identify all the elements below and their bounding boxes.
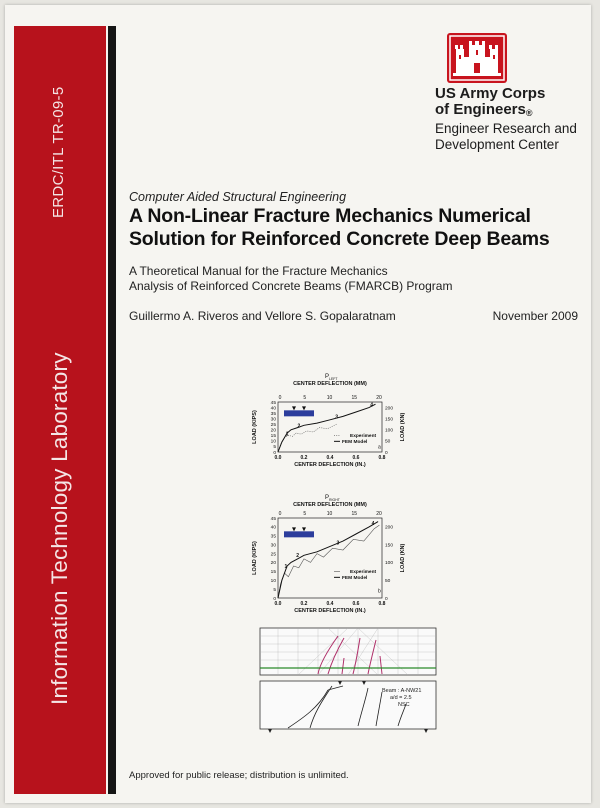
load-arrow-icon (292, 406, 296, 410)
x-axis-label: CENTER DEFLECTION (IN.) (294, 462, 366, 468)
x-tick-label: 0.0 (274, 601, 282, 607)
chart-title-subscript: LEFT (329, 377, 338, 381)
y-tick-label: 40 (270, 525, 276, 531)
x-tick-label: 0.2 (300, 455, 308, 461)
x-tick-label: 0.4 (326, 455, 334, 461)
y-tick-label: 10 (270, 439, 276, 445)
y-tick-label: 15 (270, 434, 276, 440)
report-subtitle (129, 264, 569, 294)
y-tick-label: 5 (273, 445, 276, 451)
chart-load-deflection-left (248, 372, 418, 477)
title-line-2: Solution for Reinforced Concrete Deep Beams (129, 228, 550, 250)
top-tick-label: 15 (351, 395, 358, 401)
top-tick-label: 15 (351, 511, 358, 517)
y-tick-label: 20 (270, 561, 276, 567)
org-name-line1: US Army Corps (435, 85, 546, 102)
point-label: 1 (285, 431, 289, 438)
publication-date: November 2009 (492, 309, 578, 323)
load-arrow-icon (302, 406, 306, 410)
y-axis-label: LOAD (KIPS) (252, 410, 258, 444)
point-label: 2 (296, 553, 299, 560)
report-number: ERDC/ITL TR-09-5 (50, 86, 67, 218)
beam-ratio: a/d = 2.5 (390, 695, 412, 701)
beam-inset-icon (284, 410, 314, 416)
legend-label-fem: FEM Model (342, 440, 368, 446)
chart-title: P (324, 495, 330, 501)
report-title (129, 205, 579, 251)
org-center-line1: Engineer Research and (435, 121, 577, 136)
y-tick-label: 0 (273, 596, 276, 602)
y-tick-label: 25 (270, 423, 276, 429)
y-right-axis-label: LOAD (KN) (400, 543, 406, 573)
series-title: Computer Aided Structural Engineering (129, 190, 347, 204)
point-label: 4 (370, 402, 374, 409)
y-tick-label: 0 (273, 450, 276, 456)
y-tick-label: 10 (270, 579, 276, 585)
y-tick-label: 15 (270, 570, 276, 576)
beam-type: NSC (398, 702, 410, 708)
y-tick-label: 30 (270, 417, 276, 423)
top-axis-label: CENTER DEFLECTION (MM) (293, 381, 367, 387)
y-right-tick-label: 150 (385, 417, 394, 423)
subtitle-line-2: Analysis of Reinforced Concrete Beams (FMARCB) Program (129, 279, 453, 293)
y-right-tick-label: 100 (385, 428, 394, 434)
y-tick-label: 25 (270, 552, 276, 558)
chart-title: P (324, 374, 330, 380)
authors: Guillermo A. Riveros and Vellore S. Gopalaratnam (129, 309, 396, 323)
point-label: 3 (335, 414, 338, 421)
top-tick-label: 10 (326, 395, 333, 401)
beam-inset-icon (284, 531, 314, 537)
y-tick-label: 45 (270, 400, 276, 406)
y-right-tick-label: 150 (385, 543, 394, 549)
chart-load-deflection-right (248, 493, 418, 618)
y-right-tick-label: 50 (385, 439, 391, 445)
top-tick-label: 20 (376, 395, 382, 401)
x-tick-label: 0.2 (300, 601, 308, 607)
top-tick-label: 20 (376, 511, 382, 517)
org-name-line2: of Engineers (435, 101, 526, 118)
laboratory-name: Information Technology Laboratory (47, 352, 72, 705)
point-label: 2 (297, 423, 301, 430)
legend-label-experiment: Experiment (350, 434, 377, 440)
title-line-1: A Non-Linear Fracture Mechanics Numerical (129, 205, 531, 227)
y-axis-label: LOAD (KIPS) (252, 541, 258, 575)
top-tick-label: 5 (303, 395, 307, 401)
chart-title-subscript: RIGHT (329, 498, 340, 502)
y-right-axis-label: LOAD (KN) (400, 412, 406, 442)
y-right-tick-label: 200 (385, 406, 394, 412)
org-center-line2: Development Center (435, 137, 559, 152)
distribution-statement: Approved for public release; distribution is unlimited. (129, 770, 349, 781)
crack-pattern-figure (258, 618, 438, 763)
castle-icon (447, 33, 507, 83)
y-right-tick-label: 0 (385, 596, 388, 602)
panel-label: b (378, 588, 381, 595)
sidebar-divider-line (108, 26, 116, 794)
x-axis-label: CENTER DEFLECTION (IN.) (294, 608, 366, 613)
y-tick-label: 45 (270, 516, 276, 522)
x-tick-label: 0.8 (378, 455, 386, 461)
subtitle-line-1: A Theoretical Manual for the Fracture Mechanics (129, 264, 388, 278)
top-tick-label: 5 (303, 511, 307, 517)
y-tick-label: 5 (273, 587, 276, 593)
y-right-tick-label: 0 (385, 450, 388, 456)
series-line-experiment (278, 424, 337, 452)
legend-label-fem: FEM Model (342, 576, 368, 582)
y-tick-label: 35 (270, 411, 276, 417)
castle-logo (447, 33, 507, 83)
beam-label: Beam : A-NW21 (382, 688, 422, 694)
top-tick-label: 0 (278, 511, 282, 517)
x-tick-label: 0.4 (326, 601, 334, 607)
panel-label: a (378, 444, 381, 451)
top-tick-label: 10 (326, 511, 333, 517)
x-tick-label: 0.6 (352, 455, 360, 461)
y-tick-label: 20 (270, 428, 276, 434)
load-arrow-icon (302, 527, 306, 531)
x-tick-label: 0.6 (352, 601, 360, 607)
load-arrow-icon (292, 527, 296, 531)
organization-block (435, 86, 577, 153)
point-label: 1 (284, 563, 288, 570)
point-label: 3 (336, 540, 340, 547)
y-tick-label: 30 (270, 543, 276, 549)
y-right-tick-label: 200 (385, 525, 394, 531)
y-tick-label: 35 (270, 534, 276, 540)
x-tick-label: 0.0 (274, 455, 282, 461)
y-tick-label: 40 (270, 406, 276, 412)
x-tick-label: 0.8 (378, 601, 386, 607)
top-tick-label: 0 (278, 395, 282, 401)
y-right-tick-label: 50 (385, 579, 391, 585)
y-right-tick-label: 100 (385, 561, 394, 567)
top-axis-label: CENTER DEFLECTION (MM) (293, 502, 367, 508)
point-label: 4 (371, 521, 375, 528)
legend-label-experiment: Experiment (350, 570, 377, 576)
registered-mark: ® (525, 108, 533, 118)
